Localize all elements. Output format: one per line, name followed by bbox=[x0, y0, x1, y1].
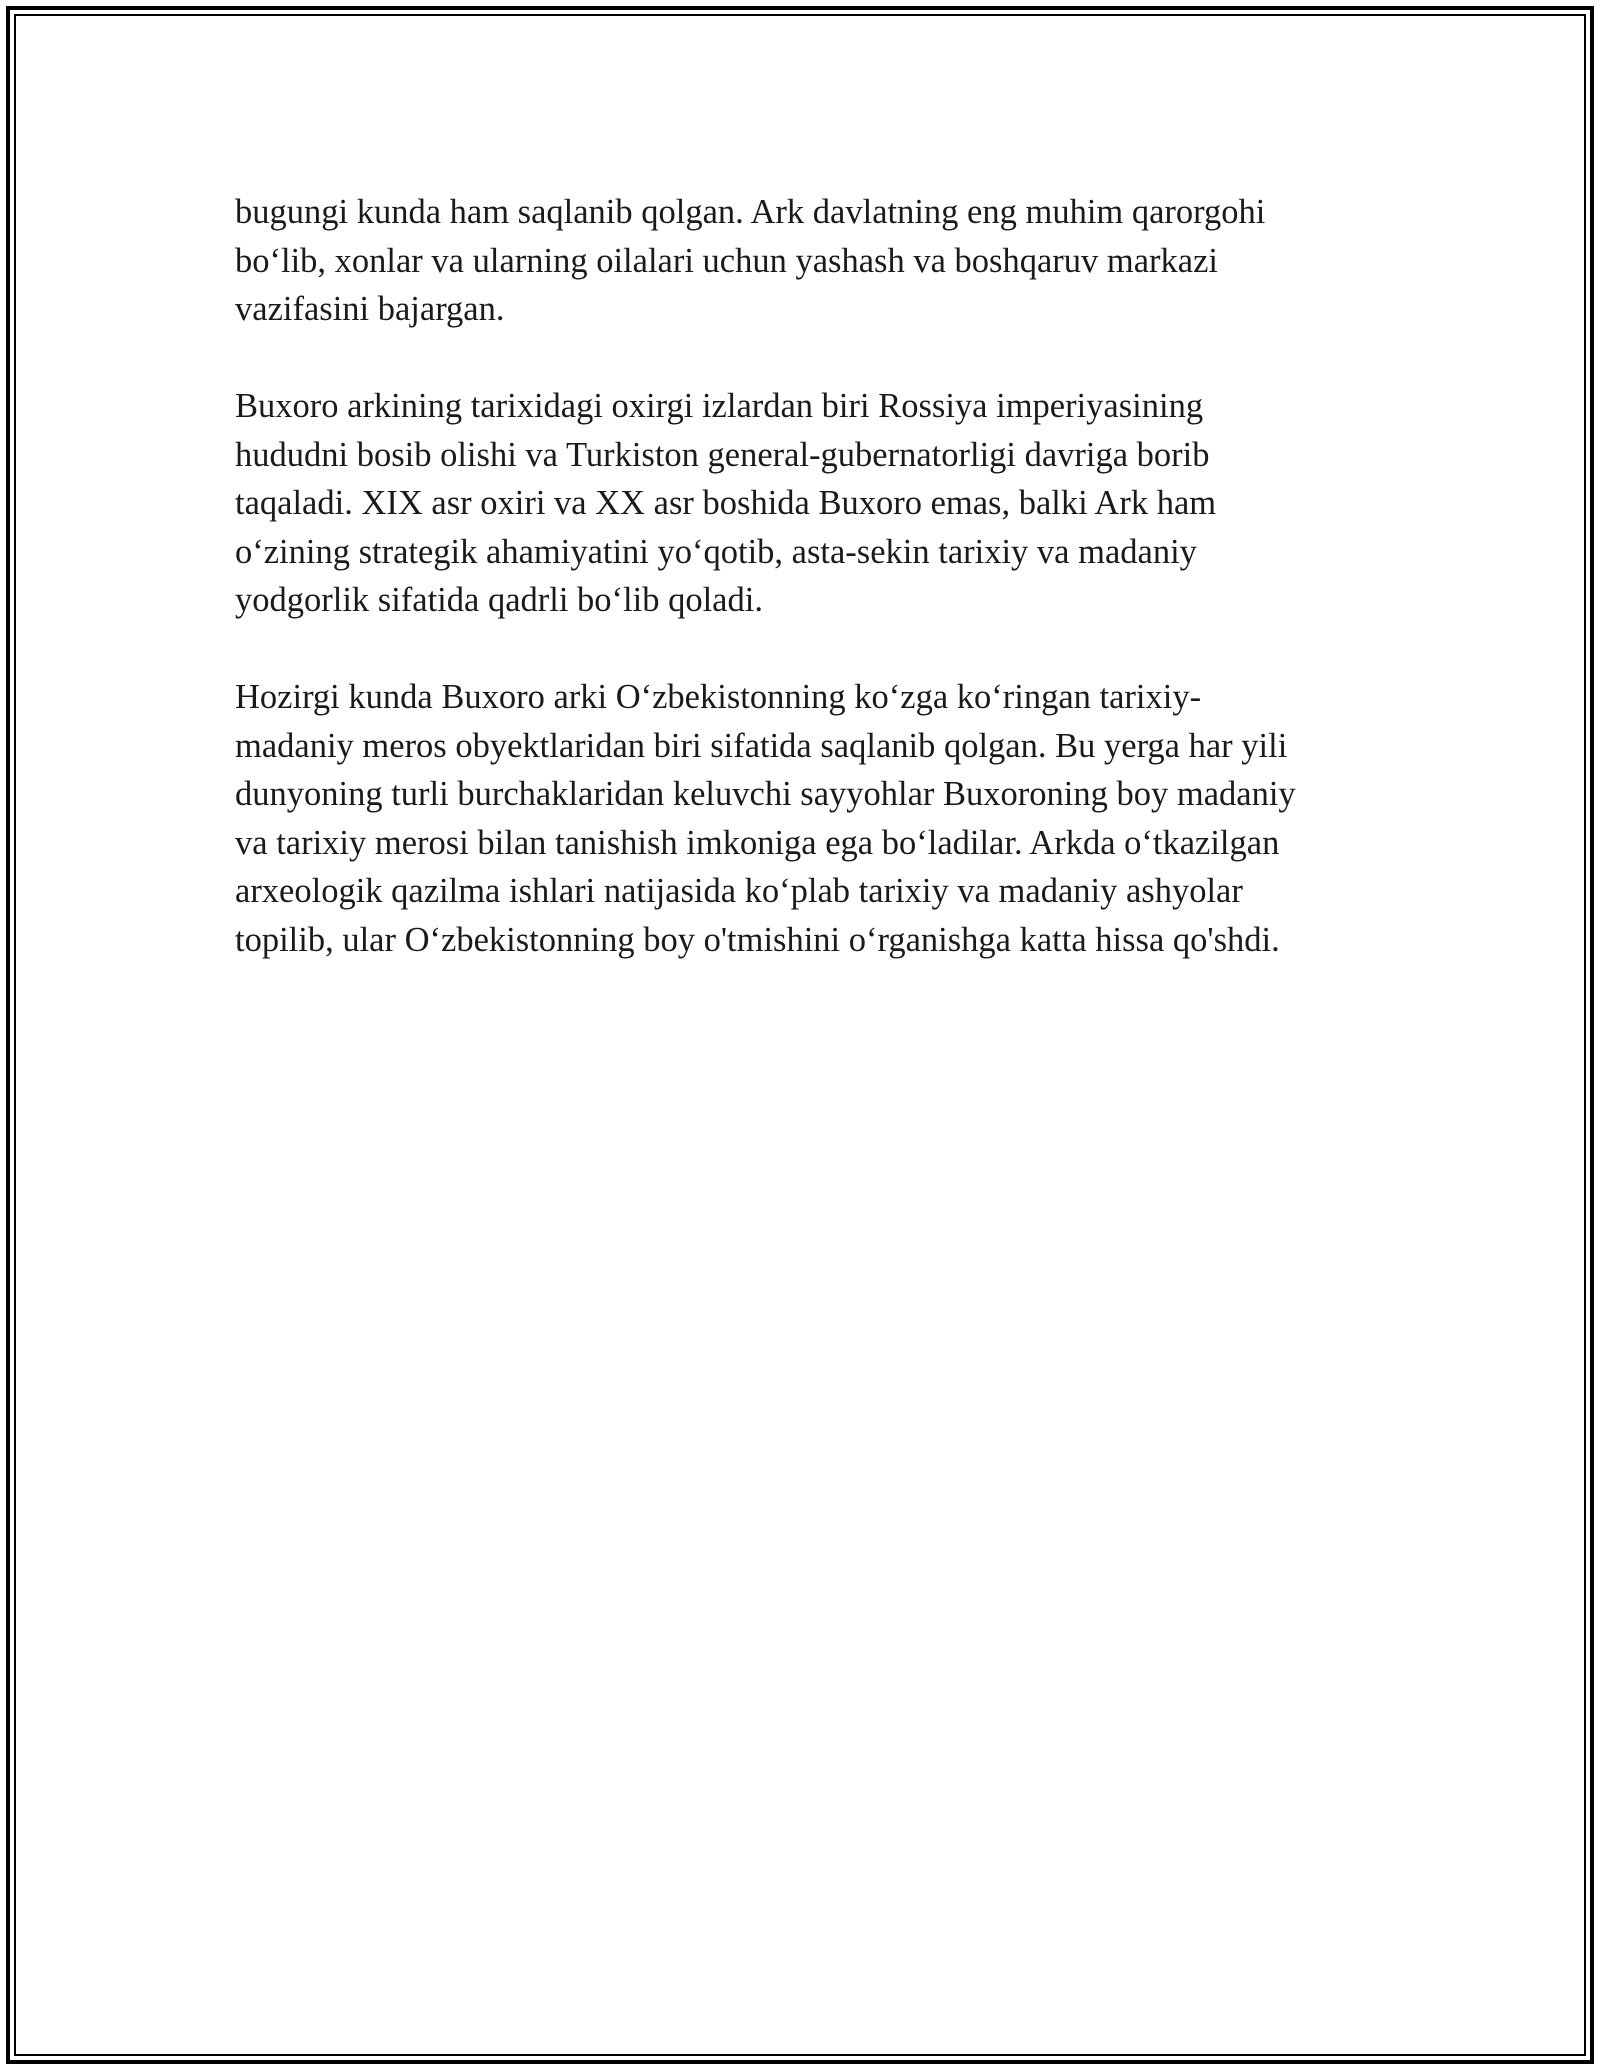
text-line: bo‘lib, xonlar va ularning oilalari uchun yashash va boshqaruv markazi bbox=[235, 241, 1218, 280]
text-line: topilib, ular O‘zbekistonning boy o'tmishini o‘rganishga katta hissa qo'shdi. bbox=[235, 920, 1280, 959]
paragraph-1 bbox=[235, 188, 1385, 334]
text-line: o‘zining strategik ahamiyatini yo‘qotib, asta-sekin tarixiy va madaniy bbox=[235, 532, 1197, 571]
paragraph-3 bbox=[235, 673, 1385, 964]
text-line: Buxoro arkining tarixidagi oxirgi izlardan biri Rossiya imperiyasining bbox=[235, 387, 1204, 425]
text-line: bugungi kunda ham saqlanib qolgan. Ark davlatning eng muhim qarorgohi bbox=[235, 193, 1266, 231]
text-line: Hozirgi kunda Buxoro arki O‘zbekistonning ko‘zga ko‘ringan tarixiy- bbox=[235, 678, 1202, 716]
text-line: dunyoning turli burchaklaridan keluvchi sayyohlar Buxoroning boy madaniy bbox=[235, 775, 1296, 813]
document-body bbox=[235, 188, 1385, 1013]
text-line: va tarixiy merosi bilan tanishish imkoniga ega bo‘ladilar. Arkda o‘tkazilgan bbox=[235, 823, 1280, 862]
text-line: hududni bosib olishi va Turkiston general-gubernatorligi davriga borib bbox=[235, 435, 1210, 474]
text-line: taqaladi. XIX asr oxiri va XX asr boshida Buxoro emas, balki Ark ham bbox=[235, 484, 1217, 522]
paragraph-2 bbox=[235, 382, 1385, 625]
text-line: madaniy meros obyektlaridan biri sifatida saqlanib qolgan. Bu yerga har yili bbox=[235, 726, 1288, 765]
text-line: arxeologik qazilma ishlari natijasida ko‘plab tarixiy va madaniy ashyolar bbox=[235, 872, 1243, 910]
text-line: yodgorlik sifatida qadrli bo‘lib qoladi. bbox=[235, 581, 763, 619]
text-line: vazifasini bajargan. bbox=[235, 290, 505, 328]
